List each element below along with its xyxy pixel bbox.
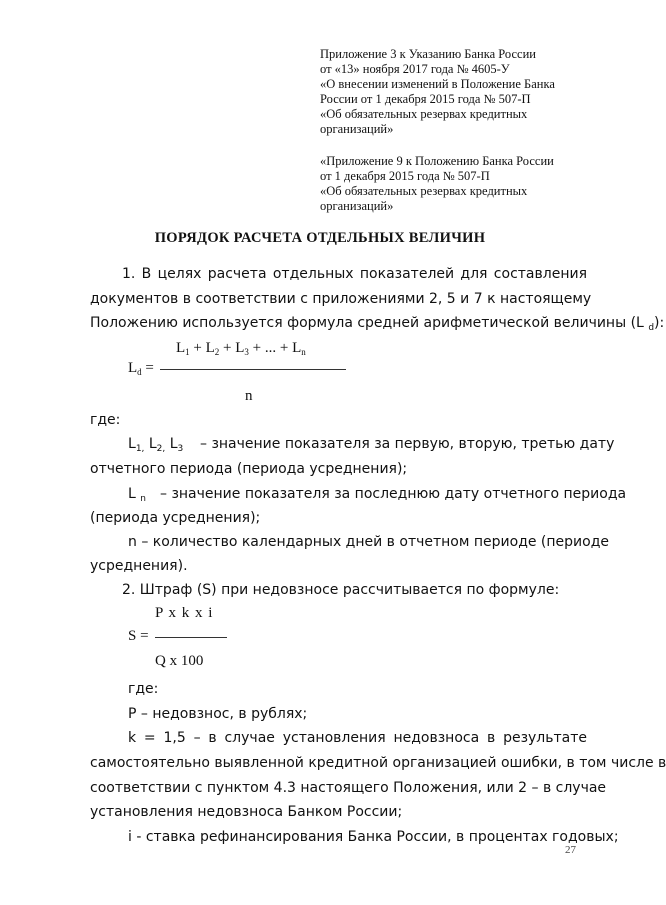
header-line: «Приложение 9 к Положению Банка России xyxy=(320,154,554,168)
symbol-l123: $L_{1,}$ $L_{2,}$ $L_3$ xyxy=(128,436,184,454)
where-label: где: xyxy=(128,681,159,697)
paragraph-line: 2. Штраф (S) при недовзносе рассчитывается по формуле: xyxy=(122,582,560,598)
regulation-header xyxy=(320,154,620,214)
header-line: России от 1 декабря 2015 года № 507-П xyxy=(320,92,531,106)
header-line: от 1 декабря 2015 года № 507-П xyxy=(320,169,490,183)
document-title: ПОРЯДОК РАСЧЕТА ОТДЕЛЬНЫХ ВЕЛИЧИН xyxy=(154,230,486,246)
definition-line: соответствии с пунктом 4.3 настоящего Положения, или 2 – в случае xyxy=(90,780,607,796)
header-line: организаций» xyxy=(320,199,394,213)
formula-numerator: P x k x i xyxy=(155,605,214,621)
fraction-line xyxy=(160,369,346,370)
header-line: Приложение 3 к Указанию Банка России xyxy=(320,47,536,61)
definition-line: (периода усреднения); xyxy=(90,510,261,526)
definition-line: – значение показателя за первую, вторую, третью дату xyxy=(200,436,615,452)
definition-line: – значение показателя за последнюю дату отчетного периода xyxy=(160,486,627,502)
paragraph-line: документов в соответствии с приложениями 2, 5 и 7 к настоящему xyxy=(90,291,592,307)
paragraph-line: Положению используется формула средней арифметической величины (L $_d$): xyxy=(90,315,665,333)
formula-denominator: n xyxy=(245,388,253,404)
definition-line: P – недовзнос, в рублях; xyxy=(128,706,308,722)
header-line: «О внесении изменений в Положение Банка xyxy=(320,77,555,91)
appendix-header xyxy=(320,47,620,137)
definition-line: самостоятельно выявленной кредитной организацией ошибки, в том числе в xyxy=(90,755,666,771)
header-line: организаций» xyxy=(320,122,394,136)
formula-lhs: $L_d$ = xyxy=(128,360,154,377)
definition-line: i - ставка рефинансирования Банка России, в процентах годовых; xyxy=(128,829,619,845)
header-line: «Об обязательных резервах кредитных xyxy=(320,107,528,121)
formula-numerator: $L_1 + L_2 + L_3$ + ... + $L_n$ xyxy=(176,340,306,357)
fraction-line xyxy=(155,637,227,638)
formula-lhs: S = xyxy=(128,628,149,644)
paragraph-line: 1. В целях расчета отдельных показателей для составления xyxy=(122,266,587,282)
definition-line: отчетного периода (периода усреднения); xyxy=(90,461,408,477)
definition-line: k = 1,5 – в случае установления недовзноса в результате xyxy=(128,730,587,746)
header-line: «Об обязательных резервах кредитных xyxy=(320,184,528,198)
header-line: от «13» ноября 2017 года № 4605-У xyxy=(320,62,510,76)
where-label: где: xyxy=(90,412,121,428)
symbol-ln: L $_n$ xyxy=(128,486,146,504)
definition-line: установления недовзноса Банком России; xyxy=(90,804,403,820)
formula-denominator: Q x 100 xyxy=(155,653,204,669)
page-number: 27 xyxy=(565,844,576,856)
definition-line: n – количество календарных дней в отчетном периоде (периоде xyxy=(128,534,610,550)
definition-line: усреднения). xyxy=(90,558,188,574)
